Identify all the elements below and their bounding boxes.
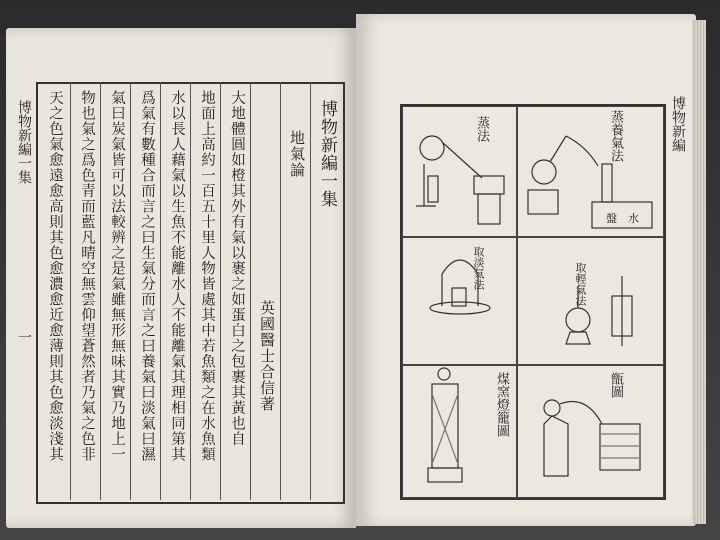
caption-hydrogen: 取輕氣法	[574, 262, 587, 306]
distillation-apparatus-drawing	[402, 106, 516, 236]
column-rule	[70, 82, 71, 500]
caption-nitrogen: 取淡氣法	[472, 246, 485, 290]
column-rule	[220, 82, 221, 500]
hydrogen-apparatus-drawing	[516, 236, 662, 364]
column-rule	[130, 82, 131, 500]
column-rule	[100, 82, 101, 500]
caption-oxygen: 蒸養氣法	[608, 110, 623, 162]
column-rule	[280, 82, 281, 500]
caption-still: 甑圖	[608, 372, 623, 398]
bell-jar-drawing	[402, 236, 516, 364]
column-rule	[250, 82, 251, 500]
text-column: 天之色氣愈遠愈高則其色愈濃愈近愈薄則其色愈淡淺其	[47, 90, 63, 462]
still-drawing	[516, 364, 662, 496]
column-rule	[190, 82, 191, 500]
text-column: 氣曰炭氣皆可以法較辨之是氣雖無形無味其實乃地上一	[109, 90, 125, 462]
caption-mine-lamp: 煤窯燈籠圖	[494, 372, 509, 437]
text-column: 物也氣之爲色青而藍凡晴空無雲仰望蒼然者乃氣之色非	[79, 90, 95, 462]
label-pan: 盤	[606, 212, 617, 225]
left-gutter-number: 一	[16, 330, 32, 344]
oxygen-apparatus-drawing	[516, 106, 662, 236]
caption-distillation: 蒸法	[474, 116, 489, 142]
label-water: 水	[628, 212, 639, 225]
left-gutter-title: 博物新編一集	[16, 100, 32, 184]
text-column: 地面上高約一百五十里人物皆處其中若魚類之在水魚類	[199, 90, 215, 462]
page-stack-edge	[692, 20, 706, 524]
text-column: 爲氣有數種合而言之曰生氣分而言之曰養氣曰淡氣曰濕	[139, 90, 155, 462]
mine-lamp-drawing	[402, 364, 516, 496]
right-gutter-title: 博物新編	[670, 96, 686, 152]
author-line: 英國醫士合信著	[258, 300, 276, 412]
text-column: 水以長人藉氣以生魚不能離水人不能離氣其理相同第其	[169, 90, 185, 462]
column-rule	[310, 82, 311, 500]
book-title: 博物新編一集	[317, 100, 337, 208]
text-column: 大地體圓如橙其外有氣以裹之如蛋白之包裹其黃也自	[229, 90, 245, 447]
column-rule	[160, 82, 161, 500]
chapter-title: 地氣論	[288, 130, 306, 178]
